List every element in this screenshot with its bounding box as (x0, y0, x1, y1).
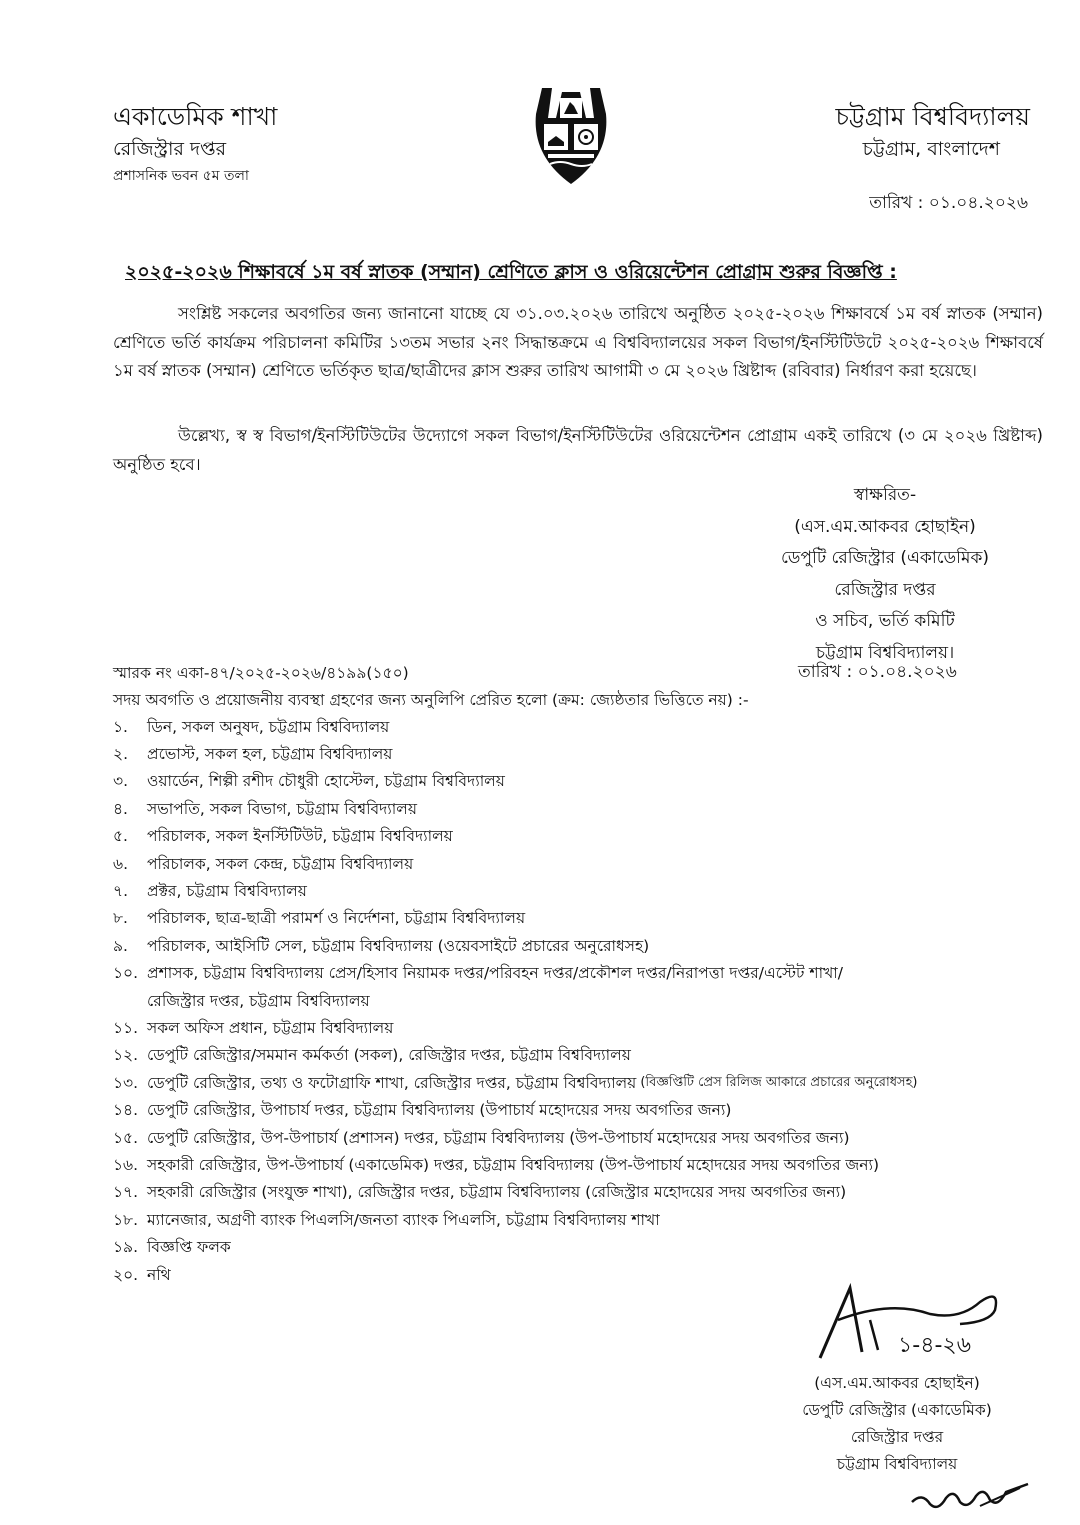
cc-item-number: ৭. (113, 882, 129, 901)
cc-list-item (113, 769, 1053, 796)
cc-list-item (113, 1207, 1053, 1234)
header-date: তারিখ : ০১.০৪.২০২৬ (869, 193, 1028, 213)
cc-item-number: ১৬. (113, 1155, 139, 1174)
cc-item-text: প্রক্টর, চট্টগ্রাম বিশ্ববিদ্যালয় (147, 882, 307, 901)
cc-item-number: ১. (113, 717, 128, 736)
cc-item-text: ডেপুটি রেজিস্ট্রার, তথ্য ও ফটোগ্রাফি শাখা, রেজিস্ট্রার দপ্তর, চট্টগ্রাম বিশ্ববিদ্যালয় (147, 1073, 637, 1092)
signatory-name: (এস.এম.আকবর হোছাইন) (794, 516, 976, 537)
cc-item-number: ৩. (113, 772, 129, 791)
university-name: চট্টগ্রাম বিশ্ববিদ্যালয় (835, 102, 1030, 131)
cc-item-number: ১১. (113, 1018, 139, 1037)
cc-list-item (113, 1180, 1053, 1207)
cc-item-number: ১৪. (113, 1101, 139, 1120)
cc-item-text: প্রশাসক, চট্টগ্রাম বিশ্ববিদ্যালয় প্রেস/হিসাব নিয়ামক দপ্তর/পরিবহন দপ্তর/প্রকৌশল দপ্তর/নিরাপত্তা দপ্তর/এস্টেট শাখা/ (147, 964, 843, 983)
cc-list-item (113, 1070, 1053, 1097)
notice-paragraph-1: সংশ্লিষ্ট সকলের অবগতির জন্য জানানো যাচ্ছে যে ৩১.০৩.২০২৬ তারিখে অনুষ্ঠিত ২০২৫-২০২৬ শিক্ষাবর্ষে ১ম বর্ষ স্নাতক (সম্মান) শ্রেণিতে ভর্তি কার্যক্রম পরিচালনা কমিটির ১৩তম সভার ২নং সিদ্ধান্তক্রমে এ বিশ্ববিদ্যালয়ের সকল বিভাগ/ইনস্টিটিউটে ২০২৫-২০২৬ শিক্ষাবর্ষে ১ম বর্ষ স্নাতক (সম্মান) শ্রেণিতে ভর্তিকৃত ছাত্র/ছাত্রীদের ক্লাস শুরুর তারিখ আগামী ৩ মে ২০২৬ খ্রিষ্টাব্দ (রবিবার) নির্ধারণ করা হয়েছে। (113, 304, 1043, 380)
cc-item-text: পরিচালক, সকল কেন্দ্র, চট্টগ্রাম বিশ্ববিদ্যালয় (147, 854, 414, 873)
cc-item-number: ১৫. (113, 1128, 139, 1147)
cc-item-text: ডেপুটি রেজিস্ট্রার, উপাচার্য দপ্তর, চট্টগ্রাম বিশ্ববিদ্যালয় (উপাচার্য মহোদয়ের সদয় অবগতির জন্য) (147, 1101, 732, 1120)
cc-item-number: ৬. (113, 854, 129, 873)
cc-list-item (113, 933, 1053, 960)
cc-intro: সদয় অবগতি ও প্রয়োজনীয় ব্যবস্থা গ্রহণের জন্য অনুলিপি প্রেরিত হলো (ক্রম: জ্যেষ্ঠতার ভিত্তিতে নয়) :- (113, 691, 749, 709)
cc-item-text: সকল অফিস প্রধান, চট্টগ্রাম বিশ্ববিদ্যালয় (147, 1018, 394, 1037)
memo-number: স্মারক নং একা-৪৭/২০২৫-২০২৬/৪১৯৯(১৫০) (113, 664, 409, 682)
signatory-university: চট্টগ্রাম বিশ্ববিদ্যালয়। (815, 642, 955, 663)
cc-item-number: ৫. (113, 827, 128, 846)
cc-list-item-continuation: রেজিস্ট্রার দপ্তর, চট্টগ্রাম বিশ্ববিদ্যালয় (147, 991, 370, 1010)
cc-item-number: ৪. (113, 799, 128, 818)
cc-item-number: ১২. (113, 1046, 139, 1065)
cc-item-text: ডেপুটি রেজিস্ট্রার, উপ-উপাচার্য (প্রশাসন) দপ্তর, চট্টগ্রাম বিশ্ববিদ্যালয় (উপ-উপাচার্য মহোদয়ের সদয় অবগতির জন্য) (147, 1128, 850, 1147)
cc-list-item (113, 714, 1053, 741)
cc-list-item (113, 906, 1053, 933)
signatory-role: ও সচিব, ভর্তি কমিটি (815, 611, 955, 631)
cc-list-item (113, 878, 1053, 905)
cc-item-number: ১০. (113, 964, 139, 983)
cc-item-text: সহকারী রেজিস্ট্রার (সংযুক্ত শাখা), রেজিস্ট্রার দপ্তর, চট্টগ্রাম বিশ্ববিদ্যালয় (রেজিস্ট্রার মহোদয়ের সদয় অবগতির জন্য) (147, 1183, 847, 1202)
cc-item-text: পরিচালক, আইসিটি সেল, চট্টগ্রাম বিশ্ববিদ্যালয় (ওয়েবসাইটে প্রচারের অনুরোধসহ) (147, 936, 650, 955)
cc-item-number: ১৩. (113, 1073, 139, 1092)
cc-item-number: ২. (113, 745, 129, 764)
signatory-designation: ডেপুটি রেজিস্ট্রার (একাডেমিক) (781, 548, 989, 568)
cc-list-item (113, 796, 1053, 823)
handwritten-date: ১-৪-২৬ (898, 1333, 972, 1358)
memo-date: তারিখ : ০১.০৪.২০২৬ (798, 662, 957, 682)
cc-item-text: প্রভোস্ট, সকল হল, চট্টগ্রাম বিশ্ববিদ্যালয় (147, 745, 393, 764)
cc-item-number: ১৮. (113, 1210, 139, 1229)
cc-item-text: সহকারী রেজিস্ট্রার, উপ-উপাচার্য (একাডেমিক) দপ্তর, চট্টগ্রাম বিশ্ববিদ্যালয় (উপ-উপাচার্য মহোদয়ের সদয় অবগতির জন্য) (147, 1155, 880, 1174)
handwritten-initials (910, 1478, 1030, 1518)
signatory-office: রেজিস্ট্রার দপ্তর (834, 579, 936, 600)
signatory2-designation: ডেপুটি রেজিস্ট্রার (একাডেমিক) (802, 1401, 992, 1419)
cc-list-item (113, 824, 1053, 851)
cc-list-item (113, 1234, 1053, 1261)
cc-list-item (113, 851, 1053, 878)
signatory-block-2 (752, 1370, 1042, 1478)
cc-list-item (113, 1152, 1053, 1179)
cc-list-item (113, 1097, 1053, 1124)
cc-list (113, 714, 1053, 1289)
office-name: রেজিস্ট্রার দপ্তর (113, 138, 227, 160)
cc-item-text: ম্যানেজার, অগ্রণী ব্যাংক পিএলসি/জনতা ব্যাংক পিএলসি, চট্টগ্রাম বিশ্ববিদ্যালয় শাখা (147, 1210, 660, 1229)
cc-item-number: ৯. (113, 936, 128, 955)
notice-title: ২০২৫-২০২৬ শিক্ষাবর্ষে ১ম বর্ষ স্নাতক (সম্মান) শ্রেণিতে ক্লাস ও ওরিয়েন্টেশন প্রোগ্রাম শুরুর বিজ্ঞপ্তি : (125, 261, 897, 283)
handwritten-signature (810, 1280, 1030, 1360)
university-location: চট্টগ্রাম, বাংলাদেশ (862, 138, 1000, 160)
signatory2-office: রেজিস্ট্রার দপ্তর (850, 1428, 944, 1446)
building-name: প্রশাসনিক ভবন ৫ম তলা (113, 168, 249, 184)
cc-item-number: ২০. (113, 1265, 139, 1284)
signed-label: স্বাক্ষরিত- (853, 485, 917, 505)
cc-item-text: সভাপতি, সকল বিভাগ, চট্টগ্রাম বিশ্ববিদ্যালয় (147, 799, 417, 818)
cc-list-item (113, 741, 1053, 768)
section-name: একাডেমিক শাখা (113, 102, 278, 131)
cc-item-text: ওয়ার্ডেন, শিল্পী রশীদ চৌধুরী হোস্টেল, চট্টগ্রাম বিশ্ববিদ্যালয় (147, 772, 505, 791)
cc-item-text: পরিচালক, সকল ইনস্টিটিউট, চট্টগ্রাম বিশ্ববিদ্যালয় (147, 827, 453, 846)
cc-item-number: ৮. (113, 909, 128, 928)
cc-item-text: বিজ্ঞপ্তি ফলক (147, 1238, 231, 1257)
signatory2-name: (এস.এম.আকবর হোছাইন) (814, 1374, 980, 1392)
signatory2-university: চট্টগ্রাম বিশ্ববিদ্যালয় (836, 1455, 958, 1473)
cc-item-note: (বিজ্ঞপ্তিটি প্রেস রিলিজ আকারে প্রচারের অনুরোধসহ) (640, 1075, 918, 1091)
cc-item-number: ১৭. (113, 1183, 139, 1202)
cc-item-text: ডিন, সকল অনুষদ, চট্টগ্রাম বিশ্ববিদ্যালয় (147, 717, 390, 736)
cc-list-item (113, 1043, 1053, 1070)
cc-list-item (113, 1015, 1053, 1042)
signatory-block (740, 480, 1030, 669)
cc-item-text: পরিচালক, ছাত্র-ছাত্রী পরামর্শ ও নির্দেশনা, চট্টগ্রাম বিশ্ববিদ্যালয় (147, 909, 526, 928)
cc-item-number: ১৯. (113, 1238, 139, 1257)
cc-list-item (113, 1125, 1053, 1152)
cc-item-text: নথি (147, 1265, 171, 1284)
university-seal-icon (530, 84, 612, 186)
cc-item-text: ডেপুটি রেজিস্ট্রার/সমমান কর্মকর্তা (সকল), রেজিস্ট্রার দপ্তর, চট্টগ্রাম বিশ্ববিদ্যালয় (147, 1046, 631, 1065)
cc-list-item (113, 961, 1053, 988)
notice-paragraph-2: উল্লেখ্য, স্ব স্ব বিভাগ/ইনস্টিটিউটের উদ্যোগে সকল বিভাগ/ইনস্টিটিউটের ওরিয়েন্টেশন প্রোগ্রাম একই তারিখে (৩ মে ২০২৬ খ্রিষ্টাব্দ) অনুষ্ঠিত হবে। (113, 426, 1043, 474)
